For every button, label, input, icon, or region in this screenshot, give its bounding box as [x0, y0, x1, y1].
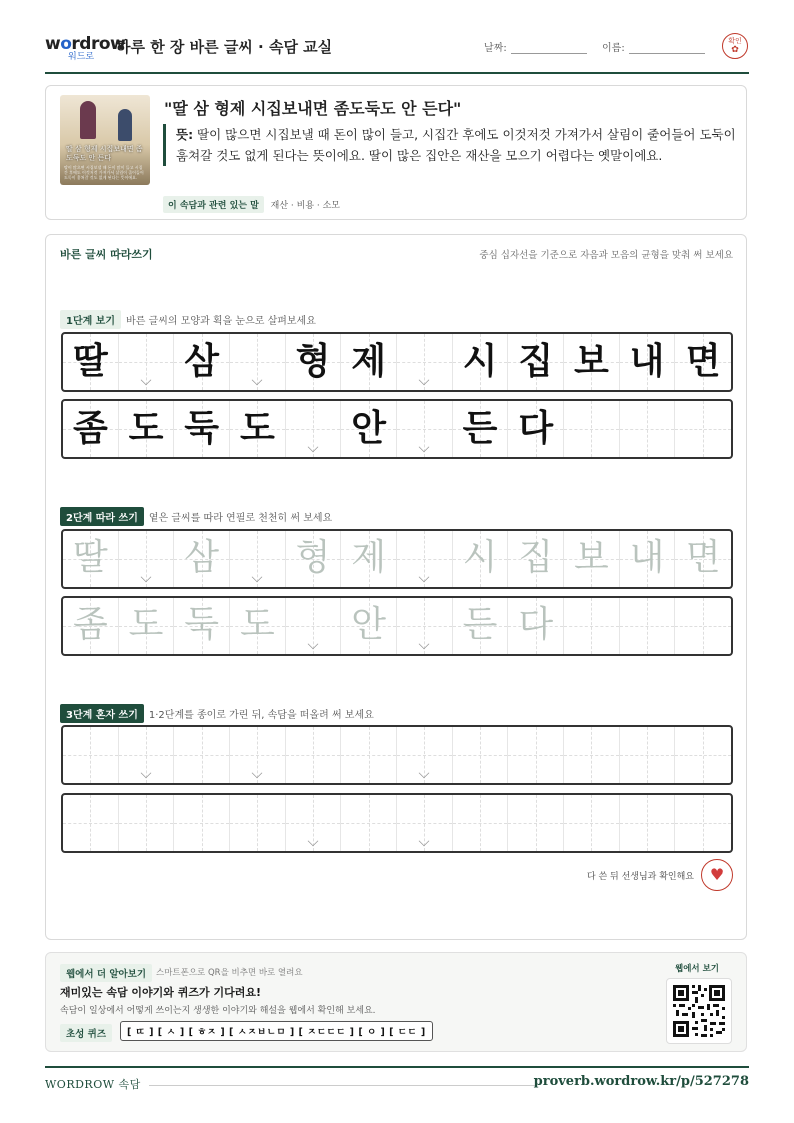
cell-character: 딸: [72, 340, 108, 382]
writing-cell[interactable]: [63, 795, 119, 851]
writing-cell: [119, 401, 175, 457]
cell-character: 둑: [184, 604, 220, 645]
practice-note: 중심 십자선을 기준으로 자음과 모음의 균형을 맞춰 써 보세요: [479, 250, 733, 261]
web-promo-box: [45, 952, 747, 1052]
space-mark-icon: [141, 572, 152, 583]
good-job-seal-icon: ♥: [701, 859, 733, 891]
cell-character: 딸: [72, 537, 108, 578]
step3-desc: 1·2단계를 종이로 가린 뒤, 속담을 떠올려 써 보세요: [148, 710, 374, 721]
proverb-card: [45, 85, 747, 220]
writing-cell: [341, 401, 397, 457]
writing-cell[interactable]: [230, 727, 286, 783]
writing-cell[interactable]: [230, 795, 286, 851]
space-mark-icon: [308, 639, 319, 650]
web-more-label: 웹에서 더 알아보기: [60, 964, 152, 982]
writing-cell: [174, 401, 230, 457]
cell-character: 든: [462, 407, 498, 449]
qr-code-icon[interactable]: [666, 978, 732, 1044]
cell-character: 제: [351, 340, 387, 382]
step1-line2: [61, 399, 733, 459]
writing-cell[interactable]: [174, 598, 230, 654]
space-mark-icon: [419, 442, 430, 453]
writing-cell[interactable]: [564, 598, 620, 654]
step2-label: 2단계 따라 쓰기: [60, 507, 144, 526]
writing-cell[interactable]: [286, 727, 342, 783]
writing-cell: [675, 334, 731, 390]
web-description: 속담이 일상에서 어떻게 쓰이는지 생생한 이야기와 해설을 웹에서 확인해 보세요.: [60, 1006, 376, 1016]
writing-cell[interactable]: [119, 598, 175, 654]
qr-label: 웹에서 보기: [674, 964, 719, 974]
writing-cell[interactable]: [397, 598, 453, 654]
page-footer: [45, 1066, 749, 1098]
step2-desc: 옅은 글씨를 따라 연필로 천천히 써 보세요: [148, 513, 333, 524]
related-label: 이 속담과 관련 있는 말: [163, 196, 264, 213]
writing-cell[interactable]: [63, 531, 119, 587]
writing-cell[interactable]: [119, 795, 175, 851]
writing-cell[interactable]: [341, 727, 397, 783]
cell-character: 내: [629, 537, 665, 578]
cell-character: 시: [462, 537, 498, 578]
space-mark-icon: [252, 572, 263, 583]
writing-cell[interactable]: [453, 598, 509, 654]
writing-cell: [675, 401, 731, 457]
writing-cell[interactable]: [508, 531, 564, 587]
writing-cell[interactable]: [397, 795, 453, 851]
cell-character: 도: [239, 407, 275, 449]
wordrow-logo[interactable]: wordrow: [45, 34, 126, 54]
writing-cell[interactable]: [341, 598, 397, 654]
practice-title: 바른 글씨 따라쓰기: [60, 248, 153, 261]
wordrow-logo-sub: 워드로: [68, 52, 95, 62]
space-mark-icon: [419, 639, 430, 650]
related-list: 재산 · 비용 · 소모: [270, 201, 340, 211]
writing-cell: [230, 401, 286, 457]
cell-character: 시: [462, 340, 498, 382]
writing-cell[interactable]: [508, 795, 564, 851]
space-mark-icon: [419, 375, 430, 386]
step2-line1[interactable]: [61, 529, 733, 589]
footer-url-link[interactable]: proverb.wordrow.kr/p/527278: [533, 1074, 749, 1089]
step1-label: 1단계 보기: [60, 310, 121, 329]
writing-cell: [341, 334, 397, 390]
writing-cell[interactable]: [230, 598, 286, 654]
qr-code-graphic: [667, 979, 731, 1043]
step3-line1[interactable]: [61, 725, 733, 785]
writing-cell[interactable]: [620, 531, 676, 587]
writing-cell[interactable]: [119, 531, 175, 587]
space-mark-icon: [308, 836, 319, 847]
writing-cell[interactable]: [675, 727, 731, 783]
writing-cell[interactable]: [453, 727, 509, 783]
writing-cell: [397, 334, 453, 390]
writing-cell[interactable]: [286, 795, 342, 851]
cell-character: 다: [518, 604, 554, 645]
cell-character: 안: [351, 407, 387, 449]
cell-character: 삼: [184, 340, 220, 382]
space-mark-icon: [308, 442, 319, 453]
writing-cell[interactable]: [620, 598, 676, 654]
writing-cell: [564, 401, 620, 457]
writing-cell[interactable]: [620, 795, 676, 851]
writing-cell: [119, 334, 175, 390]
space-mark-icon: [252, 768, 263, 779]
proverb-illustration: 딸 삼 형제 시집보내면 좀도둑도 안 든다 딸이 많으면 시집보낼 때 돈이 많이 들고 시집간 후에도 이것저것 가져가서 살림이 줄어들어 도둑이 훔쳐갈 것도 없게 된다는 뜻이에요.: [60, 95, 150, 185]
step3-label: 3단계 혼자 쓰기: [60, 704, 144, 723]
step1-desc: 바른 글씨의 모양과 획을 눈으로 살펴보세요: [126, 316, 316, 327]
cell-character: 다: [518, 407, 554, 449]
writing-cell[interactable]: [397, 727, 453, 783]
writing-cell[interactable]: [341, 531, 397, 587]
cell-character: 보: [573, 340, 609, 382]
writing-cell: [620, 334, 676, 390]
writing-cell: [564, 334, 620, 390]
step1-header: [60, 310, 316, 329]
cell-character: 도: [239, 604, 275, 645]
confirm-seal-icon: 확인 ✿: [722, 33, 748, 59]
space-mark-icon: [141, 768, 152, 779]
page-header: [45, 30, 749, 74]
step2-header: [60, 507, 332, 526]
writing-cell[interactable]: [119, 727, 175, 783]
writing-cell: [174, 334, 230, 390]
writing-cell[interactable]: [286, 531, 342, 587]
writing-cell: [63, 401, 119, 457]
writing-cell: [230, 334, 286, 390]
worksheet-title: 하루 한 장 바른 글씨 · 속담 교실: [116, 38, 333, 56]
writing-cell[interactable]: [508, 598, 564, 654]
proverb-title: "딸 삼 형제 시집보내면 좀도둑도 안 든다": [164, 99, 462, 118]
writing-cell[interactable]: [675, 598, 731, 654]
web-hint: 스마트폰으로 QR을 비추면 바로 열려요: [156, 968, 303, 978]
cell-character: 보: [573, 537, 609, 578]
cell-character: 좀: [72, 407, 108, 449]
writing-cell: [286, 401, 342, 457]
writing-cell[interactable]: [620, 727, 676, 783]
writing-cell: [63, 334, 119, 390]
writing-cell[interactable]: [675, 531, 731, 587]
writing-cell: [453, 334, 509, 390]
space-mark-icon: [419, 572, 430, 583]
cell-character: 좀: [72, 604, 108, 645]
writing-cell: [508, 334, 564, 390]
name-field[interactable]: [602, 39, 705, 54]
space-mark-icon: [252, 375, 263, 386]
writing-cell[interactable]: [564, 727, 620, 783]
footer-divider: [149, 1085, 537, 1086]
cell-character: 집: [518, 537, 554, 578]
cell-character: 안: [351, 604, 387, 645]
space-mark-icon: [141, 375, 152, 386]
writing-cell: [508, 401, 564, 457]
writing-cell[interactable]: [230, 531, 286, 587]
step3-header: [60, 704, 374, 723]
writing-cell[interactable]: [453, 531, 509, 587]
writing-cell[interactable]: [675, 795, 731, 851]
writing-cell[interactable]: [174, 727, 230, 783]
cell-character: 든: [462, 604, 498, 645]
writing-cell[interactable]: [63, 598, 119, 654]
cell-character: 면: [685, 340, 721, 382]
cell-character: 형: [295, 340, 331, 382]
cell-character: 둑: [184, 407, 220, 449]
cell-character: 면: [685, 537, 721, 578]
space-mark-icon: [419, 768, 430, 779]
name-label: 이름:: [602, 43, 625, 54]
quiz-label: 초성 퀴즈: [60, 1024, 112, 1042]
related-words: [163, 196, 340, 213]
space-mark-icon: [419, 836, 430, 847]
writing-cell[interactable]: [564, 531, 620, 587]
date-label: 날짜:: [484, 43, 507, 54]
writing-cell[interactable]: [453, 795, 509, 851]
cell-character: 집: [518, 340, 554, 382]
writing-cell[interactable]: [341, 795, 397, 851]
writing-cell[interactable]: [564, 795, 620, 851]
chosung-quiz: [ ㄸ ] [ ㅅ ] [ ㅎㅈ ] [ ㅅㅈㅂㄴㅁ ] [ ㅈㄷㄷㄷ ] [ ㅇ ] [ ㄷㄷ ]: [120, 1021, 433, 1041]
step2-line2[interactable]: [61, 596, 733, 656]
cell-character: 제: [351, 537, 387, 578]
web-headline: 재미있는 속담 이야기와 퀴즈가 기다려요!: [60, 986, 261, 999]
writing-cell[interactable]: [397, 531, 453, 587]
writing-cell: [453, 401, 509, 457]
check-note: 다 쓴 뒤 선생님과 확인해요: [586, 872, 694, 882]
cell-character: 도: [128, 604, 164, 645]
step3-line2[interactable]: [61, 793, 733, 853]
cell-character: 삼: [184, 537, 220, 578]
writing-cell[interactable]: [63, 727, 119, 783]
writing-cell[interactable]: [174, 531, 230, 587]
date-field[interactable]: [484, 39, 587, 54]
cell-character: 형: [295, 537, 331, 578]
footer-brand: WORDROW 속담: [45, 1078, 141, 1091]
writing-cell: [286, 334, 342, 390]
writing-cell: [397, 401, 453, 457]
writing-cell[interactable]: [174, 795, 230, 851]
cell-character: 도: [128, 407, 164, 449]
writing-cell: [620, 401, 676, 457]
step1-line1: [61, 332, 733, 392]
writing-cell[interactable]: [508, 727, 564, 783]
cell-character: 내: [629, 340, 665, 382]
practice-panel: [45, 234, 747, 940]
writing-cell[interactable]: [286, 598, 342, 654]
proverb-meaning: 뜻: 딸이 많으면 시집보낼 때 돈이 많이 들고, 시집간 후에도 이것저것 가져가서 살림이 줄어들어 도둑이 훔쳐갈 것도 없게 된다는 뜻이에요. 딸이 많은 집안은 재산을 모으기 어렵다는 옛말이에요.: [163, 124, 736, 166]
